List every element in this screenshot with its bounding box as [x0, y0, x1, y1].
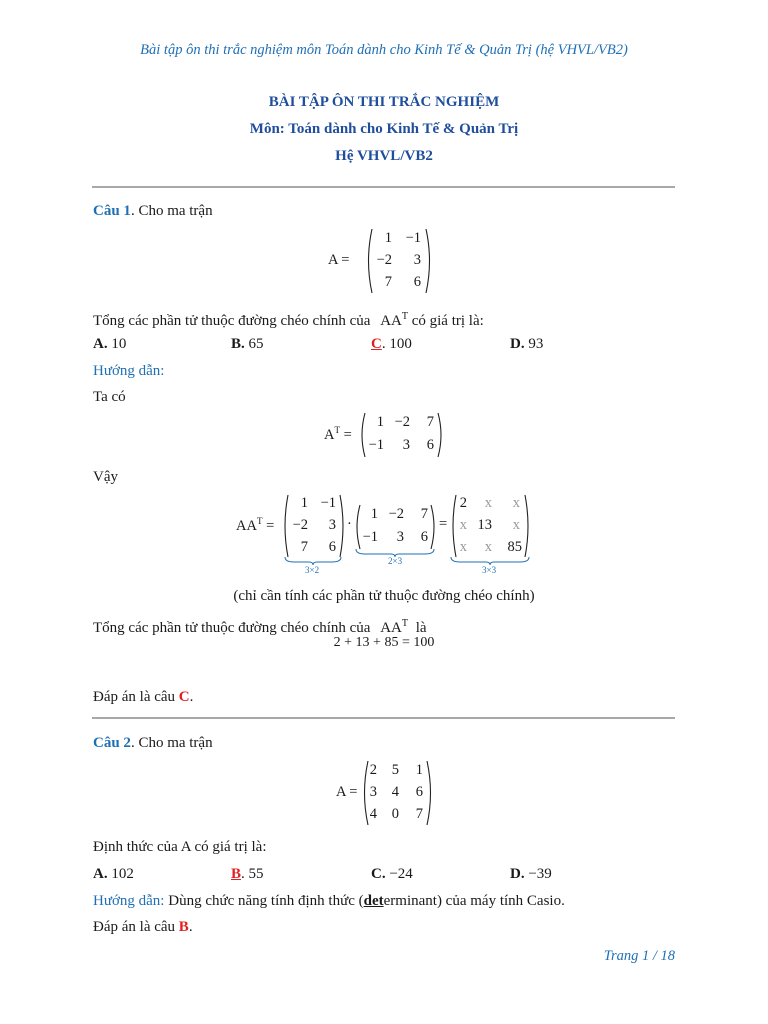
q2-heading: Câu 2. Cho ma trận: [93, 735, 213, 751]
running-header: Bài tập ôn thi trắc nghiệm môn Toán dành cho Kinh Tế & Quản Trị (hệ VHVL/VB2): [140, 42, 628, 58]
q1-guide-label: Hướng dẫn:: [93, 363, 165, 379]
matrix-cell: 3: [413, 252, 421, 268]
q1-matrix-label: A =: [328, 252, 350, 268]
q1-label: Câu 1: [93, 203, 131, 219]
matrix-cell: 7: [384, 274, 392, 290]
matrix-cell: −2: [376, 252, 392, 268]
doc-title: BÀI TẬP ÔN THI TRẮC NGHIỆM: [268, 94, 500, 110]
q1-taco: Ta có: [93, 389, 126, 405]
divider-q2: [92, 717, 675, 719]
q2-question: Định thức của A có giá trị là:: [93, 839, 267, 855]
matrix-cell: −1: [405, 230, 421, 246]
q1-option-c[interactable]: C. 100: [371, 336, 412, 352]
q2-option-d[interactable]: D. −39: [510, 866, 552, 882]
q1-option-b[interactable]: B. 65: [231, 336, 264, 352]
q1-intro: . Cho ma trận: [130, 203, 213, 219]
q1-option-a[interactable]: A. 10: [93, 336, 127, 352]
q1-vay: Vậy: [93, 469, 118, 485]
q2-matrix-a: A = 2 5 1 3 4 6 4 0 7: [336, 760, 446, 826]
divider-top: [92, 186, 675, 188]
q2-guide: Hướng dẫn: Dùng chức năng tính định thức (determinant) của máy tính Casio.: [93, 893, 565, 909]
q2-label: Câu 2: [93, 735, 131, 751]
q1-option-d[interactable]: D. 93: [510, 336, 544, 352]
q1-matrix-a: [328, 228, 438, 294]
q2-option-b[interactable]: B. 55: [231, 866, 264, 882]
q1-question: Tổng các phần tử thuộc đường chéo chính của $AA^T$ có giá trị là:: [93, 311, 484, 329]
matrix-cell: 1: [384, 230, 392, 246]
right-paren: [424, 228, 434, 294]
q1-answer: Đáp án là câu C.: [93, 689, 194, 705]
q1-note: (chỉ cần tính các phần tử thuộc đường chéo chính): [233, 588, 535, 604]
matrix-cell: 6: [413, 274, 421, 290]
q1-sum-expr: 2 + 13 + 85 = 100: [333, 635, 435, 650]
doc-system: Hệ VHVL/VB2: [335, 148, 433, 164]
q2-answer: Đáp án là câu B.: [93, 919, 193, 935]
q2-option-a[interactable]: A. 102: [93, 866, 134, 882]
q2-option-c[interactable]: C. −24: [371, 866, 413, 882]
at-label: $A^T$ =: [324, 425, 352, 443]
q1-heading: [93, 202, 213, 220]
q1-product: $AA^T$ = 1 −1 −2 3 7 6 3×2 · 1 −2 7 −1 3 6 2×3 = 2 x x x 13 x x x 85 3×3: [236, 494, 536, 576]
page-number: Trang 1 / 18: [603, 948, 675, 964]
q1-matrix-at: $A^T$ = 1 −2 7 −1 3 6: [324, 412, 454, 458]
product-lhs: $AA^T$ =: [236, 516, 275, 534]
q1-sum-line: Tổng các phần tử thuộc đường chéo chính của $AA^T$ là: [93, 618, 427, 636]
doc-subject: Môn: Toán dành cho Kinh Tế & Quản Trị: [249, 121, 519, 137]
